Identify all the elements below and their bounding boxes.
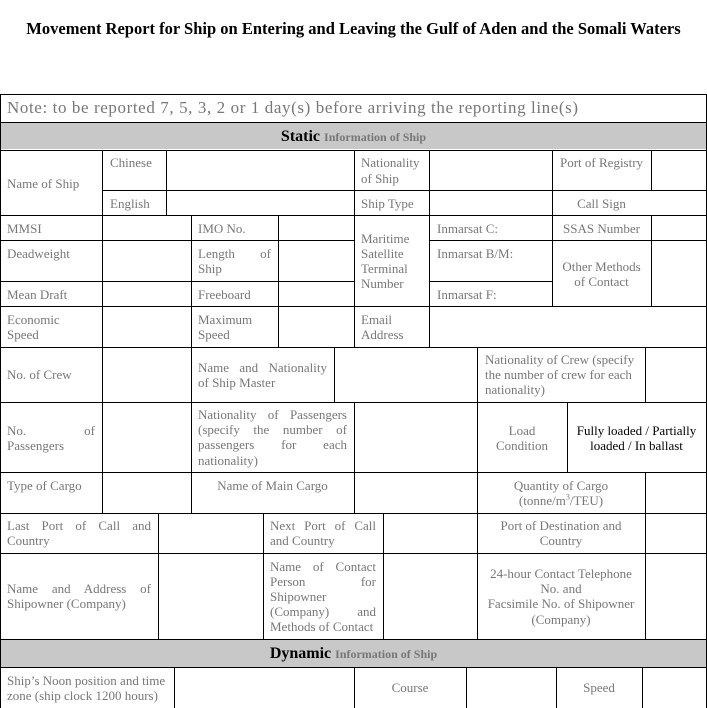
- ssas-number-label: SSAS Number: [563, 221, 640, 236]
- rule: [191, 215, 192, 347]
- rule: [645, 347, 646, 402]
- economic-speed-label-line1: Economic: [7, 312, 60, 327]
- rule: [0, 281, 355, 282]
- deadweight-label: Deadweight: [7, 246, 70, 261]
- no-of-crew-label: No. of Crew: [7, 367, 72, 382]
- contact-person-label-line3: Shipowner: [270, 589, 327, 604]
- rule: [645, 513, 646, 639]
- noon-position-label-line1: Ship’s Noon position and time: [7, 673, 166, 688]
- load-condition-value-line1: Fully loaded / Partially: [576, 423, 697, 438]
- rule: [651, 215, 652, 306]
- rule: [263, 513, 264, 639]
- inmarsat-c-label: Inmarsat C:: [437, 221, 499, 236]
- english-label: English: [110, 196, 150, 211]
- passenger-nationality-label-line1: Nationality of Passengers: [198, 407, 347, 422]
- other-methods-label-line2: of Contact: [574, 274, 629, 289]
- destination-label-line2: Country: [539, 533, 583, 548]
- maximum-speed-label-line2: Speed: [198, 327, 230, 342]
- rule: [354, 402, 355, 513]
- maritime-label-line2: Satellite: [361, 246, 404, 261]
- rule: [354, 150, 355, 347]
- crew-nationality-label-line2: the number of crew for each: [485, 367, 632, 382]
- rule: [0, 639, 707, 640]
- last-port-label-line1: Last Port of Call and: [7, 518, 151, 533]
- rule: [102, 347, 103, 513]
- rule: [0, 240, 355, 241]
- maritime-label-line3: Terminal: [361, 261, 408, 276]
- rule: [0, 94, 1, 708]
- crew-nationality-label-line3: nationality): [485, 382, 545, 397]
- rule: [645, 472, 646, 513]
- freeboard-label: Freeboard: [198, 287, 251, 302]
- rule: [334, 347, 335, 402]
- nationality-label-line2: of Ship: [361, 171, 399, 186]
- rule: [0, 553, 707, 554]
- crew-nationality-label-line1: Nationality of Crew (specify: [485, 352, 635, 367]
- rule: [429, 150, 430, 347]
- cargo-quantity-label-line1: Quantity of Cargo: [513, 478, 609, 493]
- contact-phone-label-line4: (Company): [531, 612, 591, 627]
- rule: [174, 667, 175, 708]
- cargo-quantity-unit-b: /TEU): [569, 493, 604, 508]
- length-label-line2: Ship: [198, 261, 222, 276]
- maritime-label-line1: Maritime: [361, 231, 410, 246]
- inmarsat-bm-label: Inmarsat B/M:: [437, 246, 514, 261]
- course-label: Course: [391, 680, 429, 695]
- type-of-cargo-label: Type of Cargo: [7, 478, 82, 493]
- dynamic-section-header: [0, 645, 707, 663]
- rule: [0, 347, 707, 348]
- dynamic-section-subtitle: Information of Ship: [335, 647, 438, 661]
- static-section-header: [0, 128, 707, 146]
- contact-person-label-line4: (Company) and: [270, 604, 376, 619]
- ship-master-label-line2: of Ship Master: [198, 375, 276, 390]
- reporting-note: Note: to be reported 7, 5, 3, 2 or 1 day(s) before arriving the reporting line(s): [7, 98, 579, 117]
- destination-label-line1: Port of Destination and: [500, 518, 622, 533]
- noon-position-label-line2: zone (ship clock 1200 hours): [7, 688, 158, 703]
- economic-speed-label-line2: Speed: [7, 327, 39, 342]
- chinese-label: Chinese: [110, 155, 152, 170]
- contact-phone-label-line3: Facsimile No. of Shipowner: [487, 596, 635, 611]
- last-port-label-line2: Country: [7, 533, 50, 548]
- static-section-subtitle: Information of Ship: [324, 130, 427, 144]
- contact-person-label-line1: Name of Contact: [270, 559, 376, 574]
- shipowner-label-line1: Name and Address of: [7, 581, 151, 596]
- maritime-label-line4: Number: [361, 276, 404, 291]
- maximum-speed-label-line1: Maximum: [198, 312, 253, 327]
- contact-phone-label-line1: 24-hour Contact Telephone: [490, 566, 632, 581]
- report-title: Movement Report for Ship on Entering and Leaving the Gulf of Aden and the Somali Waters: [26, 19, 681, 38]
- load-condition-label-line2: Condition: [495, 438, 548, 453]
- rule: [102, 150, 103, 307]
- rule: [429, 240, 707, 241]
- contact-person-label-line5: Methods of Contact: [270, 619, 374, 634]
- cargo-quantity-unit-sup: 3: [565, 492, 570, 502]
- rule: [102, 306, 103, 347]
- rule: [383, 513, 384, 639]
- port-of-registry-label: Port of Registry: [560, 155, 644, 170]
- passenger-nationality-label-line2: (specify the number of: [198, 422, 347, 437]
- dynamic-section-title: Dynamic: [269, 645, 332, 662]
- contact-phone-label-line2: No. and: [540, 581, 582, 596]
- speed-label: Speed: [583, 680, 615, 695]
- rule: [0, 122, 707, 123]
- email-label-line1: Email: [361, 312, 393, 327]
- main-cargo-label: Name of Main Cargo: [217, 478, 328, 493]
- rule: [429, 281, 552, 282]
- rule: [642, 667, 643, 708]
- call-sign-label: Call Sign: [577, 196, 626, 211]
- rule: [466, 667, 467, 708]
- rule: [102, 190, 354, 191]
- ship-type-label: Ship Type: [361, 196, 414, 211]
- rule: [278, 215, 279, 347]
- cargo-quantity-unit-a: (tonne/m: [518, 493, 566, 508]
- shipowner-label-line2: Shipowner (Company): [7, 596, 126, 611]
- passenger-nationality-label-line3: passengers for each: [198, 437, 347, 452]
- next-port-label-line2: and Country: [270, 533, 335, 548]
- inmarsat-f-label: Inmarsat F:: [437, 287, 497, 302]
- length-label-line1: Length of: [198, 246, 271, 261]
- load-condition-label-line1: Load: [508, 423, 536, 438]
- nationality-label-line1: Nationality: [361, 155, 420, 170]
- other-methods-label-line1: Other Methods: [562, 259, 641, 274]
- rule: [651, 150, 652, 190]
- rule: [0, 94, 707, 95]
- contact-person-label-line2: Person for: [270, 574, 376, 589]
- rule: [355, 190, 707, 191]
- static-section-title: Static: [280, 128, 321, 145]
- cargo-quantity-label-line2: [477, 493, 645, 508]
- passengers-label-line1: No. of: [7, 423, 95, 438]
- rule: [158, 513, 159, 639]
- load-condition-value-line2: loaded / In ballast: [590, 438, 683, 453]
- mmsi-label: MMSI: [7, 221, 42, 236]
- passenger-nationality-label-line4: nationality): [198, 453, 258, 468]
- next-port-label-line1: Next Port of Call: [270, 518, 376, 533]
- rule: [0, 513, 707, 514]
- name-of-ship-label: Name of Ship: [7, 176, 80, 191]
- imo-no-label: IMO No.: [198, 221, 246, 236]
- email-label-line2: Address: [361, 327, 404, 342]
- rule: [166, 150, 167, 215]
- ship-master-label-line1: Name and Nationality: [198, 360, 327, 375]
- mean-draft-label: Mean Draft: [7, 287, 68, 302]
- passengers-label-line2: Passengers: [7, 438, 65, 453]
